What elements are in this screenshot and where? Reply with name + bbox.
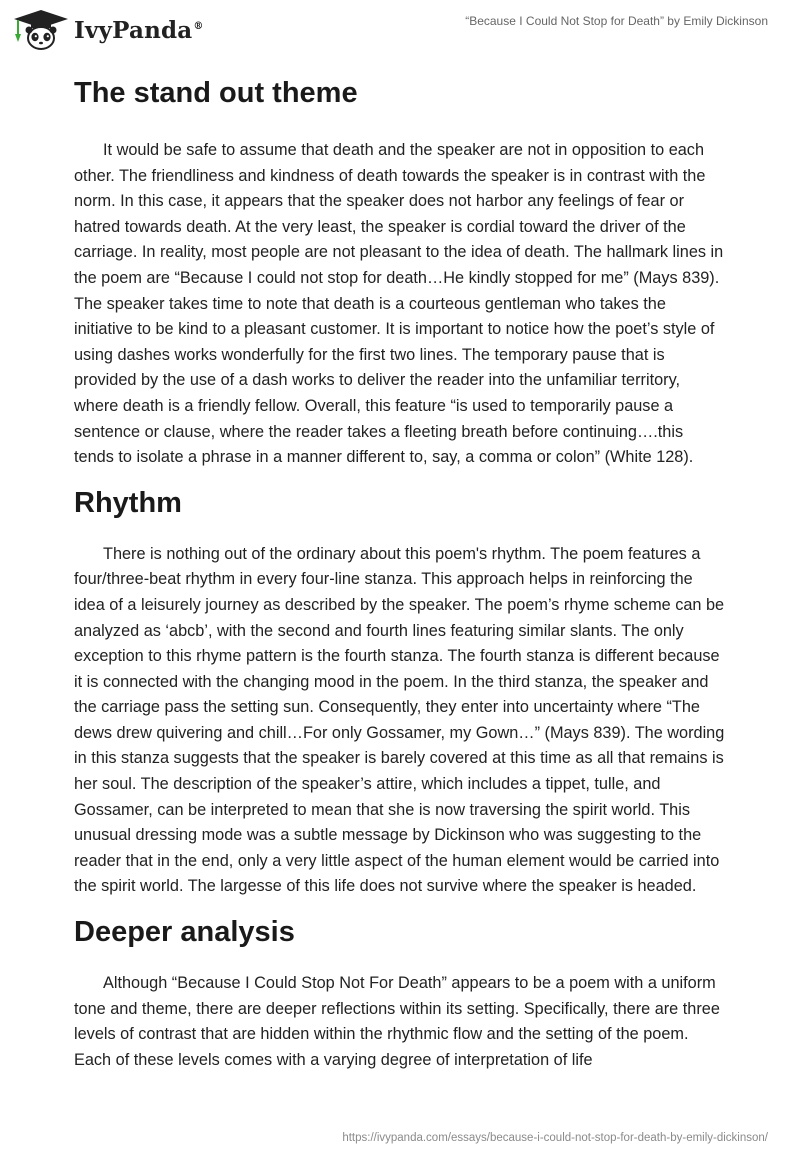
section-stand-out-theme (74, 73, 726, 471)
section-heading: Deeper analysis (74, 916, 295, 949)
source-url[interactable]: https://ivypanda.com/essays/because-i-could-not-stop-for-death-by-emily-dickinson/ (342, 1132, 768, 1144)
logo-text: IvyPanda® (74, 16, 204, 44)
page-header (0, 0, 800, 70)
ivypanda-logo[interactable] (12, 8, 204, 52)
section-paragraph: There is nothing out of the ordinary about this poem's rhythm. The poem features a four/three-beat rhythm in every four-line stanza. This approach helps in reinforcing the idea of a leisurely journey as described by the speaker. The poem’s rhyme scheme can be analyzed as ‘abcb’, with the second and fourth lines featuring similar slants. The only exception to this rhyme pattern is the fourth stanza. The fourth stanza is different because it is connected with the changing mood in the poem. In the third stanza, the speaker and the carriage pass the setting sun. Consequently, they enter into uncertainty where “The dews drew quivering and chill…For only Gossamer, my Gown…” (Mays 839). The wording in this stanza suggests that the speaker is barely covered at this time as all that remains is her soul. The description of the speaker’s attire, which includes a tippet, tulle, and Gossamer, can be interpreted to mean that she is now traversing the spirit world. This unusual dressing mode was a subtle message by Dickinson who was suggesting to the reader that in the end, only a very little aspect of the human element would be carried into the spirit world. The largesse of this life does not survive where the speaker is headed. (74, 544, 725, 896)
section-rhythm (74, 483, 726, 900)
essay-content (74, 70, 726, 1073)
section-paragraph: It would be safe to assume that death and the speaker are not in opposition to each other. The friendliness and kindness of death towards the speaker is in contrast with the norm. In this case, it appears that the speaker does not harbor any feelings of fear or hatred towards death. At the very least, the speaker is cordial toward the driver of the carriage. In reality, most people are not pleasant to the idea of death. The hallmark lines in the poem are “Because I could not stop for death…He kindly stopped for me” (Mays 839). The speaker takes time to note that death is a courteous gentleman who takes the initiative to be kind to a pleasant customer. It is important to notice how the poet’s style of using dashes works wonderfully for the first two lines. The temporary pause that is provided by the use of a dash works to deliver the reader into the unfamiliar territory, where death is a friendly fellow. Overall, this feature “is used to temporarily pause a sentence or clause, where the reader takes a fleeting breath before continuing….this tends to isolate a phrase in a manner different to, say, a comma or colon” (White 128). (74, 141, 724, 467)
section-paragraph: Although “Because I Could Stop Not For Death” appears to be a poem with a uniform tone and theme, there are deeper reflections within its setting. Specifically, there are three levels of contrast that are hidden within the rhythmic flow and the setting of the poem. Each of these levels comes with a varying degree of interpretation of life (74, 974, 720, 1069)
panda-graduate-icon (12, 8, 70, 52)
section-heading: The stand out theme (74, 77, 358, 109)
section-heading: Rhythm (74, 486, 182, 519)
document-title: “Because I Could Not Stop for Death” by Emily Dickinson (465, 14, 768, 28)
section-deeper-analysis (74, 912, 726, 1073)
